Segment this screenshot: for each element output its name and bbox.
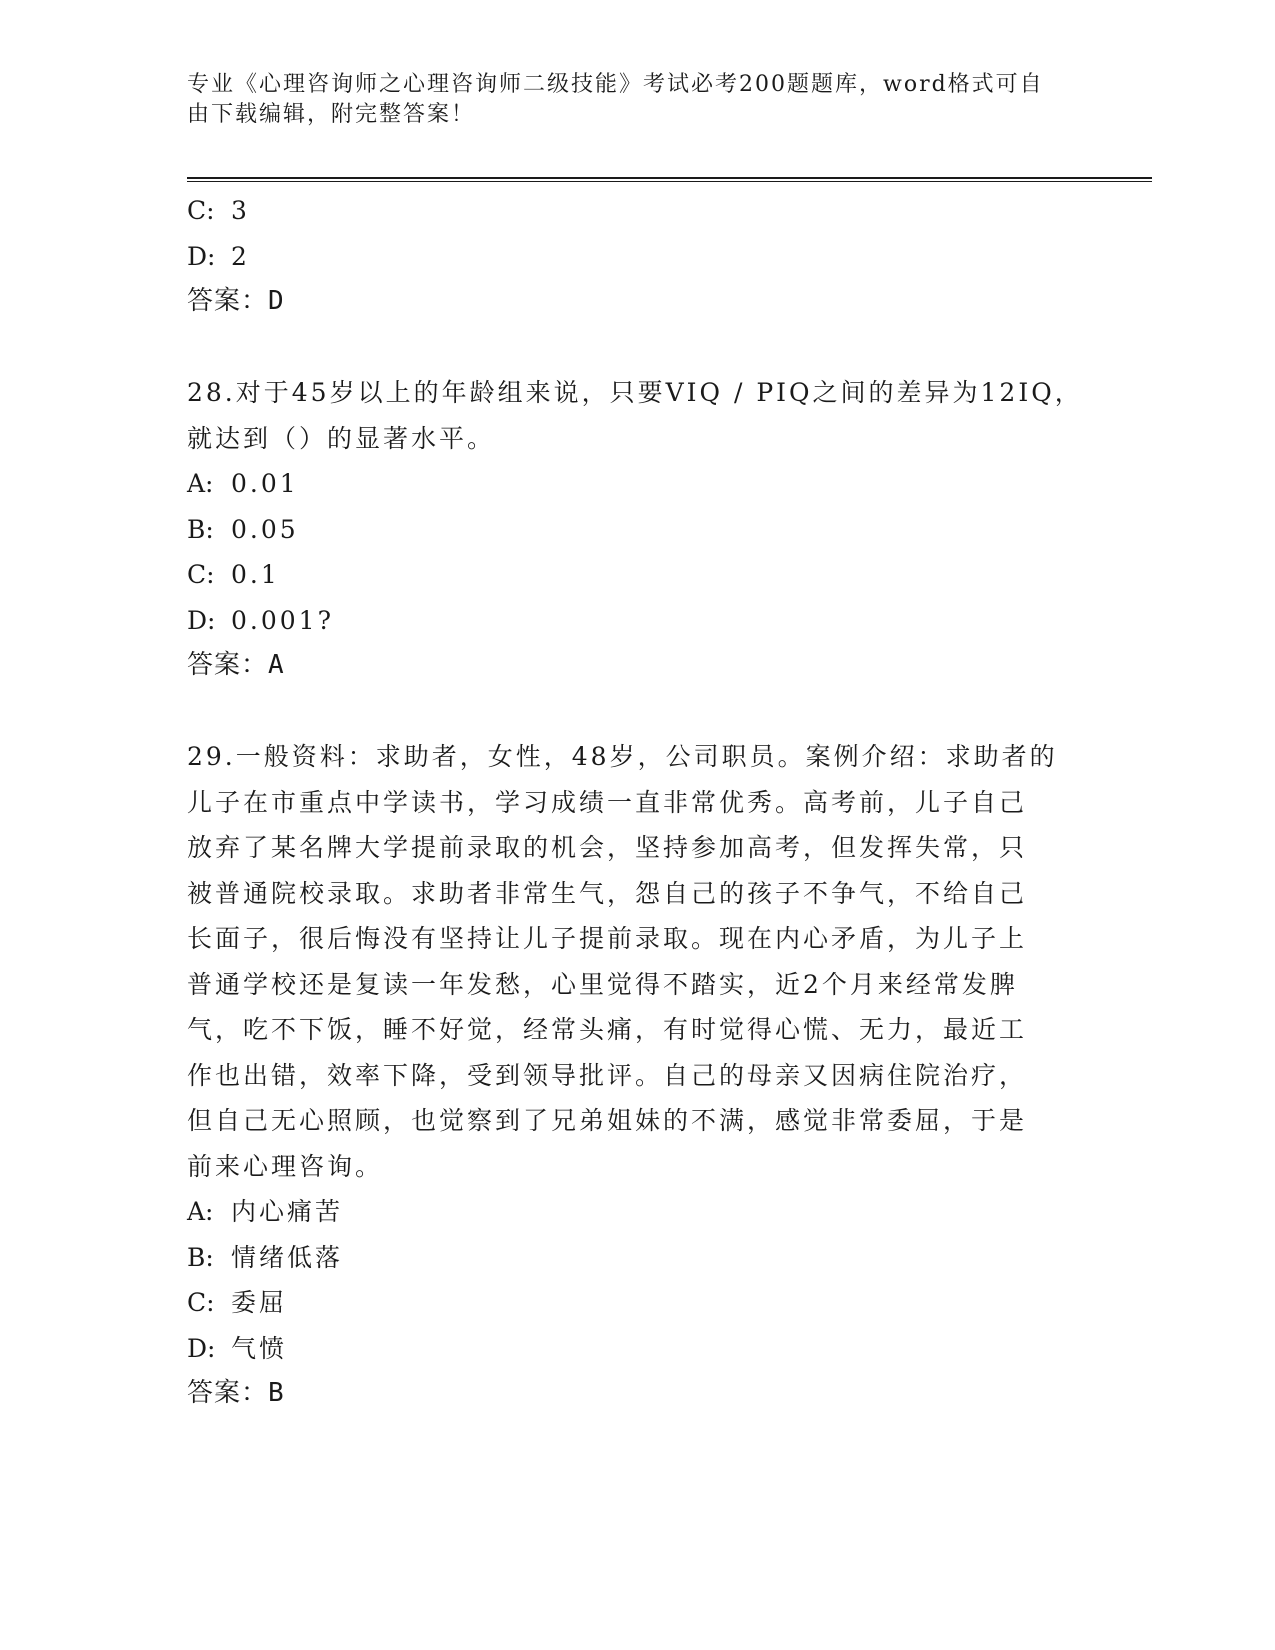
option-d: D: 0.001?	[187, 605, 334, 635]
option-c: C: 3	[187, 196, 250, 225]
option-c: C: 0.1	[187, 560, 280, 589]
header-line-2: 由下载编辑，附完整答案！	[187, 102, 476, 127]
option-a: A: 内心痛苦	[187, 1197, 344, 1226]
option-c: C: 委屈	[187, 1288, 288, 1317]
document-body	[187, 188, 1087, 1417]
option-b: B: 0.05	[187, 514, 299, 544]
page-header	[187, 70, 1067, 130]
question-28	[187, 370, 1087, 689]
answer-line: 答案：D	[187, 286, 285, 316]
option-b: B: 情绪低落	[187, 1242, 344, 1272]
option-a: A: 0.01	[187, 469, 299, 498]
question-29	[187, 734, 1087, 1417]
option-d: D: 2	[187, 241, 250, 271]
question-text-line: 放弃了某名牌大学提前录取的机会，坚持参加高考，但发挥失常，只	[187, 833, 1028, 862]
answer-line: 答案：B	[187, 1378, 285, 1408]
question-text-line: 就达到（）的显著水平。	[187, 423, 496, 453]
question-text-line: 但自己无心照顾，也觉察到了兄弟姐妹的不满，感觉非常委屈，于是	[187, 1106, 1028, 1135]
header-divider	[187, 177, 1152, 182]
header-line-1: 专业《心理咨询师之心理咨询师二级技能》考试必考200题题库，word格式可自	[187, 72, 1044, 97]
question-text-line: 普通学校还是复读一年发愁，心里觉得不踏实，近2个月来经常发脾	[187, 969, 1018, 999]
option-d: D: 气愤	[187, 1333, 288, 1363]
question-text-line: 前来心理咨询。	[187, 1151, 384, 1181]
spacer	[187, 325, 1087, 371]
question-text-line: 长面子，很后悔没有坚持让儿子提前录取。现在内心矛盾，为儿子上	[187, 924, 1028, 953]
question-27-tail	[187, 188, 1087, 325]
answer-line: 答案：A	[187, 650, 285, 680]
question-text-line: 气，吃不下饭，睡不好觉，经常头痛，有时觉得心慌、无力，最近工	[187, 1015, 1028, 1044]
spacer	[187, 689, 1087, 735]
question-text-line: 29.一般资料：求助者，女性，48岁，公司职员。案例介绍：求助者的	[187, 742, 1058, 771]
question-text-line: 作也出错，效率下降，受到领导批评。自己的母亲又因病住院治疗，	[187, 1060, 1028, 1090]
question-text-line: 28.对于45岁以上的年龄组来说，只要VIQ / PIQ之间的差异为12IQ，	[187, 378, 1083, 407]
question-text-line: 被普通院校录取。求助者非常生气，怨自己的孩子不争气，不给自己	[187, 878, 1028, 908]
question-text-line: 儿子在市重点中学读书，学习成绩一直非常优秀。高考前，儿子自己	[187, 787, 1028, 817]
